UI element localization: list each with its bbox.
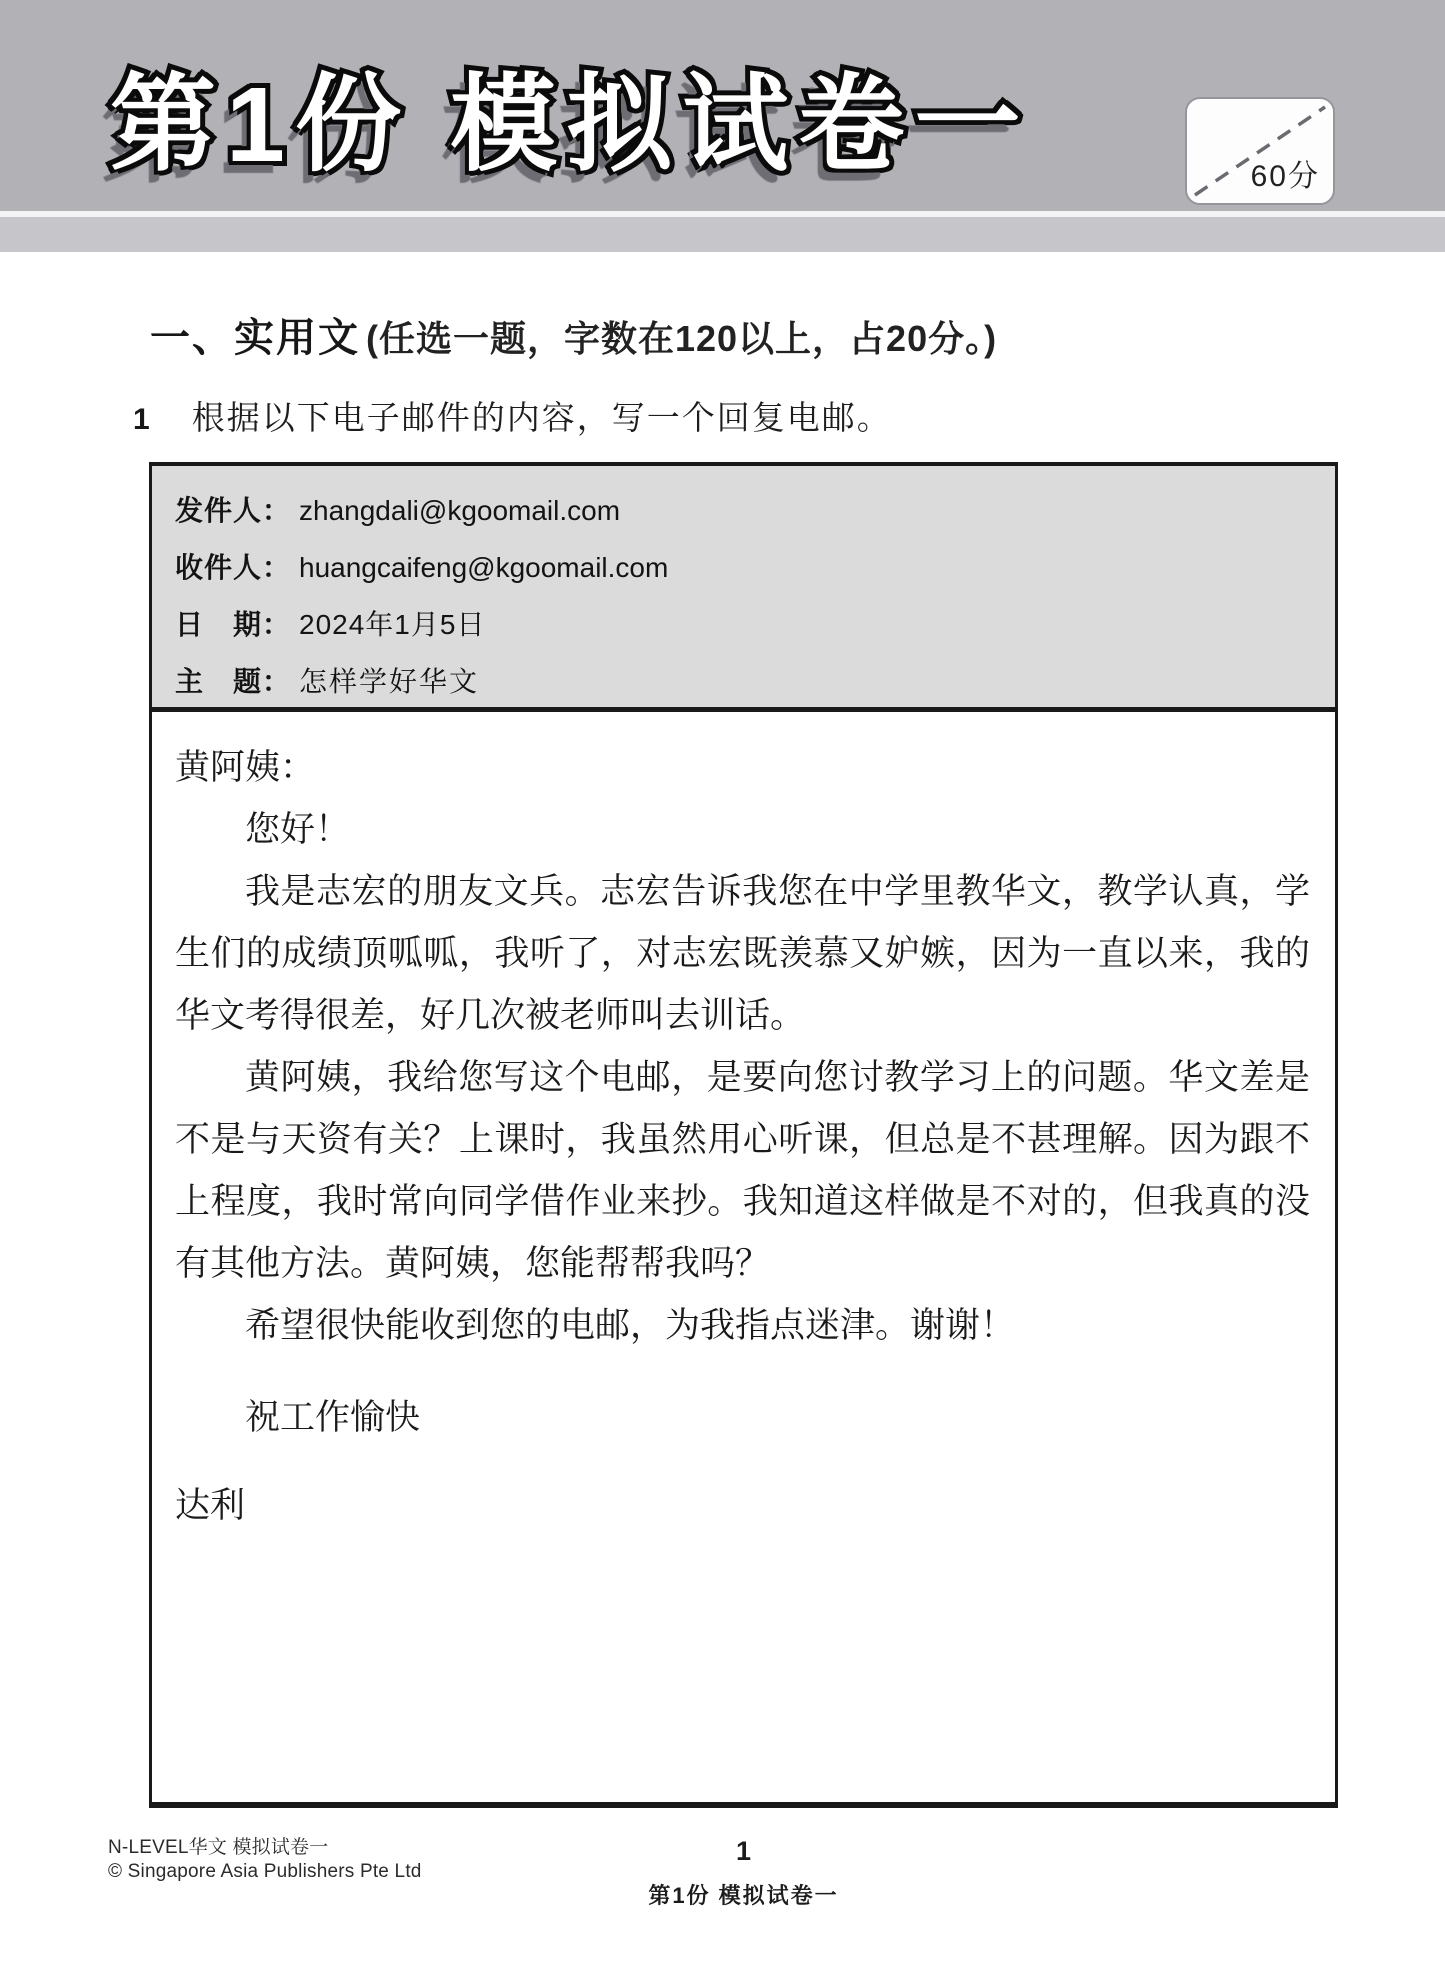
footer-copyright: © Singapore Asia Publishers Pte Ltd [108, 1861, 422, 1882]
email-header-row-date [175, 610, 1311, 645]
email-box [149, 462, 1338, 1808]
email-paragraph: 您好！ [245, 810, 351, 849]
footer-center [149, 1836, 1338, 1910]
email-paragraph: 希望很快能收到您的电邮，为我指点迷津。谢谢！ [245, 1306, 1016, 1345]
email-body [152, 712, 1335, 1537]
section-title: 一、实用文 [150, 316, 360, 360]
section-heading [150, 306, 997, 363]
date-label: 日 期： [175, 609, 292, 640]
email-signature: 达利 [175, 1486, 246, 1525]
page-number: 1 [735, 1836, 752, 1866]
subject-label: 主 题： [175, 666, 292, 697]
score-box [1185, 97, 1335, 205]
question-text: 根据以下电子邮件的内容，写一个回复电邮。 [191, 401, 892, 437]
score-label: 60分 [1250, 160, 1320, 193]
email-header-row-subject [175, 667, 1311, 702]
page-title: 第1份 模拟试卷一 [110, 66, 1031, 184]
from-value: zhangdali@kgoomail.com [299, 495, 621, 526]
to-label: 收件人： [175, 552, 292, 583]
section-note: (任选一题，字数在120以上，占20分。) [366, 318, 998, 359]
footer-booklet-title: N-LEVEL华文 模拟试卷一 [108, 1837, 329, 1858]
header-substrip [0, 217, 1445, 252]
from-label: 发件人： [175, 495, 292, 526]
question-number: 1 [133, 403, 150, 436]
email-header-row-to [175, 553, 1311, 588]
email-paragraph: 黄阿姨，我给您写这个电邮，是要向您讨教学习上的问题。华文差是不是与天资有关？上课时，我虽然用心听课，但总是不甚理解。因为跟不上程度，我时常向同学借作业来抄。我知道这样做是不对的，但我真的没有其他方法。黄阿姨，您能帮帮我吗？ [175, 1058, 1310, 1283]
email-closing: 祝工作愉快 [245, 1398, 421, 1437]
email-paragraph: 我是志宏的朋友文兵。志宏告诉我您在中学里教华文，教学认真，学生们的成绩顶呱呱，我听了，对志宏既羡慕又妒嫉，因为一直以来，我的华文考得很差，好几次被老师叫去训话。 [175, 872, 1310, 1035]
to-value: huangcaifeng@kgoomail.com [299, 552, 669, 583]
footer-caption: 第1份 模拟试卷一 [648, 1883, 839, 1908]
subject-value: 怎样学好华文 [299, 667, 480, 698]
email-header [152, 466, 1335, 712]
date-value: 2024年1月5日 [299, 609, 486, 640]
email-header-row-from [175, 496, 1311, 531]
email-salutation: 黄阿姨： [175, 748, 316, 787]
question-1 [133, 392, 892, 439]
